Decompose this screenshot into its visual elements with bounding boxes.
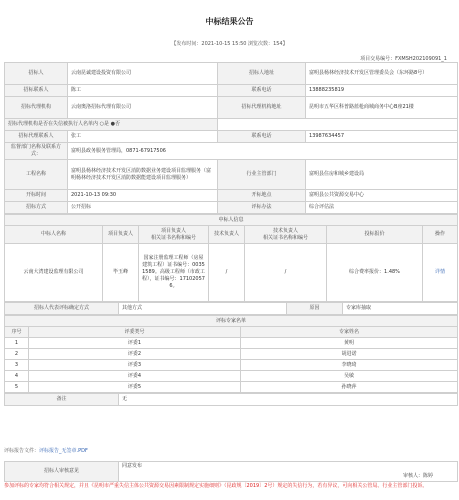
experts-header-no: 序号 <box>5 327 29 338</box>
industry-label: 行业主管部门 <box>218 160 306 190</box>
radio-no[interactable]: ● <box>110 121 115 127</box>
expert-name: 吴敏 <box>241 371 458 382</box>
open-time-value: 2021-10-13 09:30 <box>68 190 218 202</box>
reason-label: 原因 <box>287 303 343 315</box>
remark-table <box>4 393 458 406</box>
tenderer-phone-label: 联系电话 <box>218 85 306 97</box>
radio-yes[interactable]: ○ <box>99 121 104 127</box>
agency-addr-label: 招标代理机构地址 <box>218 97 306 119</box>
eval-method-table <box>4 302 458 315</box>
expert-cat: 评委1 <box>29 338 241 349</box>
project-name-value: 富明县杨林经济技术开发区消防数据业务建设项目监理服务（富明杨林经济技术开发区消防数据能建设项目监理服务） <box>68 160 218 190</box>
expert-cat: 评委3 <box>29 360 241 371</box>
expert-name: 黄明 <box>241 338 458 349</box>
agency-value: 云南奥洛招标代理有限公司 <box>68 97 218 119</box>
winner-table <box>4 214 458 302</box>
method-value: 公开招标 <box>68 202 218 214</box>
views-count: 154 <box>273 41 283 47</box>
tenderer-addr-label: 招标人地址 <box>218 63 306 85</box>
eval-value: 综合评估法 <box>306 202 458 214</box>
table-row <box>5 349 458 360</box>
remark-label: 备注 <box>5 394 119 406</box>
table-row <box>5 244 458 302</box>
audit-table <box>4 461 458 482</box>
project-name-label: 工程名称 <box>5 160 68 190</box>
table-row <box>5 371 458 382</box>
tenderer-label: 招标人 <box>5 63 68 85</box>
radio-no-label: 否 <box>114 121 120 127</box>
expert-no: 5 <box>5 382 29 393</box>
expert-no: 1 <box>5 338 29 349</box>
blacklist-label <box>5 119 218 131</box>
publish-time: 2021-10-15 15:50 <box>201 41 247 47</box>
announcement-table <box>4 62 457 406</box>
expert-no: 4 <box>5 371 29 382</box>
blacklist-question: 招标代理机构是否在失信被执行人名单内 <box>8 121 99 127</box>
winner-header-leader: 项目负责人 <box>103 226 139 244</box>
agency-phone-value: 13987634457 <box>306 131 458 143</box>
expert-cat: 评委5 <box>29 382 241 393</box>
winner-header-price: 投标报价 <box>327 226 423 244</box>
project-number: 项目交易编号：FXMSH202109091_1 <box>360 56 447 62</box>
audit-label: 招标人审核意见 <box>5 462 119 482</box>
agency-addr-value: 昆明市五华区科普路蓝枪商城商务中心B座21楼 <box>306 97 458 119</box>
tenderer-contact-label: 招标联系人 <box>5 85 68 97</box>
basic-info-table <box>4 62 458 214</box>
winner-header-action: 操作 <box>423 226 458 244</box>
eval-label: 评标办法 <box>218 202 306 214</box>
winner-header-tech-cert: 技术负责人 相关证书名称和编号 <box>245 226 327 244</box>
reviewer <box>403 473 433 480</box>
audit-value-cell <box>119 462 458 482</box>
remark-value: 无 <box>119 394 458 406</box>
page-title: 中标结果公告 <box>205 17 254 26</box>
winner-tech-cert: / <box>245 244 327 302</box>
winner-leader: 毕玉峰 <box>103 244 139 302</box>
expert-name: 孙晓萍 <box>241 382 458 393</box>
open-place-value: 富明县公共资源交易中心 <box>306 190 458 202</box>
report-label: 评标报告文件： <box>4 448 40 454</box>
rep-method-label: 招标人代表评标确定方式 <box>5 303 119 315</box>
supervisor-value: 富明县政务服务管理局，0871-67917506 <box>68 143 458 160</box>
open-place-label: 开标地点 <box>218 190 306 202</box>
reason-value: 专家库抽取 <box>343 303 458 315</box>
winner-header-name: 中标人名称 <box>5 226 103 244</box>
winner-leader-cert: 国家注册监理工程师（房屋建筑工程）证书编号：00351589。高级工程师（市政工程），证书编号：171020576。 <box>139 244 209 302</box>
agency-contact-label: 招标代理联系人 <box>5 131 68 143</box>
expert-cat: 评委4 <box>29 371 241 382</box>
experts-table <box>4 315 458 393</box>
table-row <box>5 360 458 371</box>
expert-name: 李晓琦 <box>241 360 458 371</box>
audit-value: 同意发布 <box>122 463 143 469</box>
table-row <box>5 338 458 349</box>
winner-header-leader-cert: 项目负责人 相关证书名称和编号 <box>139 226 209 244</box>
industry-value: 富明县住房和城乡建设局 <box>306 160 458 190</box>
expert-name: 胡进诺 <box>241 349 458 360</box>
reviewer-label: 审核人： <box>402 473 423 479</box>
winner-header-tech: 技术负责人 <box>209 226 245 244</box>
reviewer-name: 陈婷 <box>422 473 433 479</box>
tenderer-addr-value: 富明县杨林经济技术开发区管理委员会（东环路8号） <box>306 63 458 85</box>
agency-contact-value: 张工 <box>68 131 218 143</box>
winner-section-title: 中标人信息 <box>5 215 458 226</box>
winner-tech-leader: / <box>209 244 245 302</box>
agency-label: 招标代理机构 <box>5 97 68 119</box>
agency-phone-label: 联系电话 <box>218 131 306 143</box>
winner-detail-link[interactable]: 详情 <box>423 244 458 302</box>
rep-method-value: 其他方式 <box>119 303 287 315</box>
publish-label: 【发布时间： <box>171 41 202 47</box>
winner-price: 综合费率报价：1.48% <box>327 244 423 302</box>
views-label: 浏览次数： <box>248 41 274 47</box>
publish-end: 】 <box>282 41 288 47</box>
tenderer-contact-value: 陈工 <box>68 85 218 97</box>
winner-name: 云南大湾建设监理有限公司 <box>5 244 103 302</box>
expert-cat: 评委2 <box>29 349 241 360</box>
supervisor-label: 监督部门名称及联系方式： <box>5 143 68 160</box>
expert-no: 3 <box>5 360 29 371</box>
publish-meta <box>0 40 459 47</box>
method-label: 招标方式 <box>5 202 68 214</box>
experts-header-cat: 评委类号 <box>29 327 241 338</box>
table-row <box>5 382 458 393</box>
experts-section-title: 评标专家名单 <box>5 316 458 327</box>
experts-header-name: 专家姓名 <box>241 327 458 338</box>
report-file-link[interactable]: 评标报告_无签章.PDF <box>39 448 88 454</box>
tenderer-phone-value: 13888235819 <box>306 85 458 97</box>
blacklist-empty <box>218 119 458 131</box>
tenderer-value: 云南昆诚建设投资有限公司 <box>68 63 218 85</box>
warning-text: 参加评标的专家均符合相关规定，并且《昆明市严重失信主体公共资源交易因素限制规定实施细则》（昆政规〔2019〕2号）规定的失信行为，若有异议，可向相关公管局、行业主管部门投诉。 <box>4 483 428 489</box>
expert-no: 2 <box>5 349 29 360</box>
open-time-label: 开标时间 <box>5 190 68 202</box>
radio-yes-label: 是 <box>103 121 109 127</box>
report-files <box>4 447 457 482</box>
